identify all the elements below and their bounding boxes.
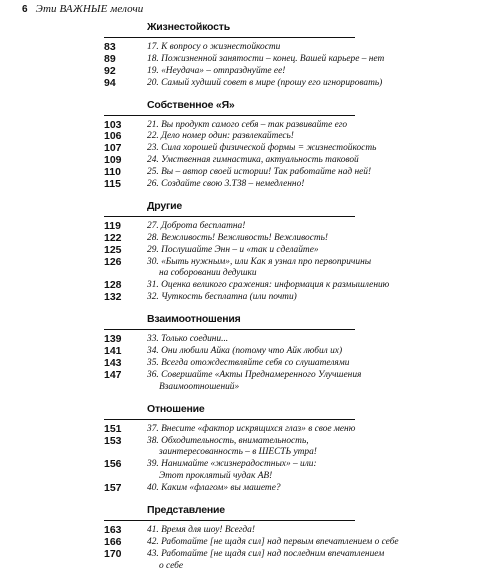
section-title: Собственное «Я» xyxy=(147,98,235,111)
chapter-title xyxy=(147,54,392,66)
chapter-title xyxy=(147,292,392,304)
chapter-title-line: 20. Самый худший совет в мире (прошу его игнорировать) xyxy=(147,77,383,88)
chapter-title xyxy=(147,155,392,167)
toc-entry xyxy=(0,143,500,155)
toc-entry xyxy=(0,42,500,54)
toc-page-number: 89 xyxy=(104,52,116,65)
section-divider xyxy=(0,416,500,424)
toc-page-number: 110 xyxy=(104,166,121,179)
toc-entry xyxy=(0,280,500,292)
toc-entry xyxy=(0,120,500,132)
chapter-title-line: 30. «Быть нужным», или Как я узнал про первопричины xyxy=(147,256,372,267)
chapter-title-line: 41. Время для шоу! Всегда! xyxy=(147,525,255,535)
toc-entry xyxy=(0,155,500,167)
chapter-title-line: 19. «Неудача» – отпразднуйте ее! xyxy=(147,65,286,76)
toc-page-number: 119 xyxy=(104,219,121,232)
chapter-title xyxy=(147,131,392,143)
section-title: Отношение xyxy=(147,402,205,415)
toc-page-number: 125 xyxy=(104,243,122,256)
chapter-title-line: 21. Вы продукт самого себя – так развивайте его xyxy=(147,119,348,130)
toc-entry xyxy=(0,459,500,483)
chapter-title-line: 17. К вопросу о жизнестойкости xyxy=(147,42,281,52)
toc-page-number: 103 xyxy=(104,118,122,131)
running-head xyxy=(22,3,143,15)
chapter-title xyxy=(147,179,392,191)
chapter-title xyxy=(147,334,392,346)
chapter-title-line: 37. Внесите «фактор искрящихся глаз» в свое меню xyxy=(147,423,356,434)
chapter-title-line: 35. Всегда отождествляйте себя со слушателями xyxy=(147,357,350,368)
toc-section xyxy=(0,402,500,495)
section-divider xyxy=(0,34,500,42)
chapter-title xyxy=(147,42,392,54)
toc-page-number: 166 xyxy=(104,535,122,548)
chapter-title-line: Этот проклятый чудак АВ! xyxy=(159,471,273,482)
chapter-title-line: о себе xyxy=(159,560,183,571)
section-divider xyxy=(0,326,500,334)
chapter-title xyxy=(147,167,392,179)
chapter-title-line: 26. Создайте свою 3.ТЗ8 – немедленно! xyxy=(147,179,305,190)
chapter-title xyxy=(147,370,392,394)
toc-entry xyxy=(0,358,500,370)
toc-section xyxy=(0,20,500,90)
chapter-title xyxy=(147,120,392,132)
chapter-title xyxy=(147,245,392,257)
toc-entry xyxy=(0,483,500,495)
chapter-title-line: 27. Доброта бесплатна! xyxy=(147,220,246,231)
toc-entry xyxy=(0,233,500,245)
toc-page-number: 132 xyxy=(104,291,122,304)
toc-page-number: 106 xyxy=(104,130,122,143)
toc-page-number: 139 xyxy=(104,333,122,346)
toc-page-number: 83 xyxy=(104,41,116,53)
chapter-title xyxy=(147,549,392,573)
toc-page-number: 109 xyxy=(104,154,122,167)
chapter-title xyxy=(147,346,392,358)
toc-section xyxy=(0,199,500,304)
toc-page-number: 156 xyxy=(104,458,122,471)
toc-entry xyxy=(0,436,500,460)
toc-page-number: 92 xyxy=(104,64,116,77)
toc-section xyxy=(0,312,500,393)
chapter-title xyxy=(147,436,392,460)
toc-section xyxy=(0,503,500,573)
section-divider xyxy=(0,112,500,120)
toc-page-number: 128 xyxy=(104,279,122,292)
toc-page-number: 115 xyxy=(104,178,121,191)
toc-page-number: 151 xyxy=(104,422,122,435)
chapter-title-line: 43. Работайте [не щадя сил] над последним впечатлением xyxy=(147,548,385,559)
chapter-title xyxy=(147,257,392,281)
toc-page-number: 122 xyxy=(104,231,122,244)
chapter-title-line: 40. Каким «флагом» вы машете? xyxy=(147,483,281,494)
toc-entry xyxy=(0,78,500,90)
toc-entry xyxy=(0,131,500,143)
toc-page-number: 141 xyxy=(104,345,122,358)
toc-page-number: 107 xyxy=(104,142,122,155)
toc-entry xyxy=(0,549,500,573)
chapter-title-line: 31. Оценка великого сражения: информация к размышлению xyxy=(147,280,390,291)
section-divider xyxy=(0,213,500,221)
toc-page-number: 153 xyxy=(104,434,122,447)
chapter-title-line: 29. Послушайте Энн – и «так и сделайте» xyxy=(147,244,319,255)
chapter-title-line: 25. Вы – автор своей истории! Так работайте над ней! xyxy=(147,167,372,178)
toc-page-number: 163 xyxy=(104,524,122,536)
chapter-title-line: 22. Дело номер один: развлекайтесь! xyxy=(147,131,294,142)
chapter-title xyxy=(147,358,392,370)
chapter-title xyxy=(147,143,392,155)
chapter-title xyxy=(147,233,392,245)
toc-entry xyxy=(0,537,500,549)
toc-entry xyxy=(0,257,500,281)
toc-entry xyxy=(0,424,500,436)
toc-entry xyxy=(0,245,500,257)
toc-entry xyxy=(0,292,500,304)
toc-page-number: 126 xyxy=(104,255,122,268)
chapter-title xyxy=(147,221,392,233)
chapter-title-line: 28. Вежливость! Вежливость! Вежливость! xyxy=(147,232,329,243)
toc-page-number: 94 xyxy=(104,76,116,89)
toc-page-number: 147 xyxy=(104,368,122,381)
chapter-title-line: 24. Умственная гимнастика, актуальность таковой xyxy=(147,155,359,166)
toc-entry xyxy=(0,167,500,179)
chapter-title-line: 36. Совершайте «Акты Преднамеренного Улучшения xyxy=(147,369,362,380)
chapter-title xyxy=(147,66,392,78)
chapter-title xyxy=(147,525,392,537)
chapter-title xyxy=(147,424,392,436)
table-of-contents xyxy=(0,20,500,573)
toc-entry xyxy=(0,346,500,358)
chapter-title-line: 39. Нанимайте «жизнерадостных» – или: xyxy=(147,459,317,470)
chapter-title-line: 38. Обходительность, внимательность, xyxy=(147,435,309,446)
section-divider xyxy=(0,517,500,525)
toc-entry xyxy=(0,66,500,78)
chapter-title-line: 23. Сила хорошей физической формы = жизнестойкость xyxy=(147,143,377,154)
toc-entry xyxy=(0,334,500,346)
toc-entry xyxy=(0,221,500,233)
chapter-title xyxy=(147,536,399,549)
running-head-title: Эти ВАЖНЫЕ мелочи xyxy=(35,3,144,15)
toc-page-number: 170 xyxy=(104,547,122,560)
chapter-title-line: 32. Чуткость бесплатна (или почти) xyxy=(147,292,297,303)
section-title: Другие xyxy=(147,199,183,212)
chapter-title xyxy=(147,78,392,90)
chapter-title-line: 42. Работайте [не щадя сил] над первым впечатлением о себе xyxy=(147,536,399,547)
chapter-title-line: на соборовании дедушки xyxy=(159,268,257,279)
chapter-title xyxy=(147,459,392,483)
toc-section xyxy=(0,98,500,191)
chapter-title-line: Взаимоотношений» xyxy=(159,381,240,392)
chapter-title-line: заинтересованность – в ШЕСТЬ утра! xyxy=(159,447,317,458)
chapter-title-line: 18. Пожизненной занятости – конец. Вашей карьере – нет xyxy=(147,53,385,64)
section-title: Взаимоотношения xyxy=(147,313,241,326)
page-number: 6 xyxy=(22,4,28,15)
toc-entry xyxy=(0,54,500,66)
chapter-title-line: 33. Только соедини... xyxy=(147,334,229,345)
toc-page-number: 157 xyxy=(104,482,122,495)
section-title: Жизнестойкость xyxy=(147,21,230,33)
toc-entry xyxy=(0,179,500,191)
toc-entry xyxy=(0,370,500,394)
toc-entry xyxy=(0,525,500,537)
chapter-title xyxy=(147,483,392,495)
chapter-title xyxy=(147,280,392,292)
section-title: Представление xyxy=(147,504,225,516)
chapter-title-line: 34. Они любили Айка (потому что Айк любил их) xyxy=(147,346,343,357)
toc-page-number: 143 xyxy=(104,356,122,369)
